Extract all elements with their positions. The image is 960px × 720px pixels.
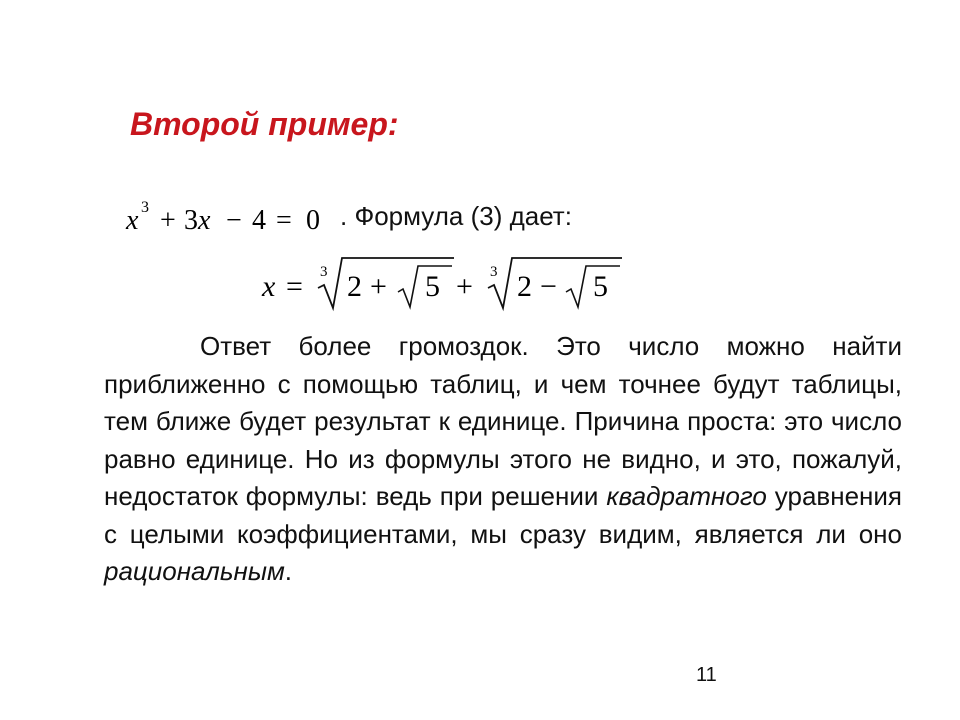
inner-op-2: − <box>540 270 557 303</box>
solution-lhs: x <box>262 270 276 303</box>
italic-word-rational: рациональным <box>104 556 285 586</box>
eq-minus: − <box>226 205 242 236</box>
sqrt-argument-2: 5 <box>593 270 608 303</box>
cubic-equation <box>124 190 330 242</box>
slide-title: Второй пример: <box>130 106 399 142</box>
eq-variable: x <box>126 205 139 236</box>
sqrt-argument-1: 5 <box>425 270 440 303</box>
cardano-solution-formula <box>258 252 628 312</box>
eq-coefficient-term <box>184 205 211 236</box>
eq-coef-var: x <box>198 205 211 236</box>
cubic-equation-line <box>124 190 572 242</box>
cube-root-index-2: 3 <box>490 264 498 280</box>
solution-equals: = <box>286 270 303 303</box>
eq-constant: 4 <box>252 205 266 236</box>
between-plus: + <box>456 270 473 303</box>
cube-root-index-1: 3 <box>320 264 328 280</box>
eq-exponent: 3 <box>141 199 149 216</box>
italic-word-quadratic: квадратного <box>606 481 767 511</box>
inner-term-1: 2 <box>347 270 362 303</box>
paragraph-part-3: . <box>284 556 293 586</box>
page-number: 11 <box>696 664 717 686</box>
explanation-paragraph <box>104 328 902 591</box>
equation-caption: . Формула (3) дает: <box>340 200 572 231</box>
paragraph-part-2: уравнения с целыми коэффициентами, мы сразу видим, является ли оно <box>104 481 902 549</box>
eq-plus: + <box>160 205 176 236</box>
inner-term-2: 2 <box>517 270 532 303</box>
eq-coef-digit: 3 <box>184 205 198 236</box>
eq-rhs: 0 <box>306 205 320 236</box>
paragraph-part-1: Ответ более громоздок. Это число можно найти приближенно с помощью таблиц, и чем точнее будут таблицы, тем ближе будет результат к единице. Причина проста: это число равно единице. Но из формулы этого не видно, и это, пожалуй, недостаток формулы: ведь при решении <box>104 331 902 511</box>
inner-op-1: + <box>370 270 387 303</box>
eq-equals: = <box>276 205 292 236</box>
